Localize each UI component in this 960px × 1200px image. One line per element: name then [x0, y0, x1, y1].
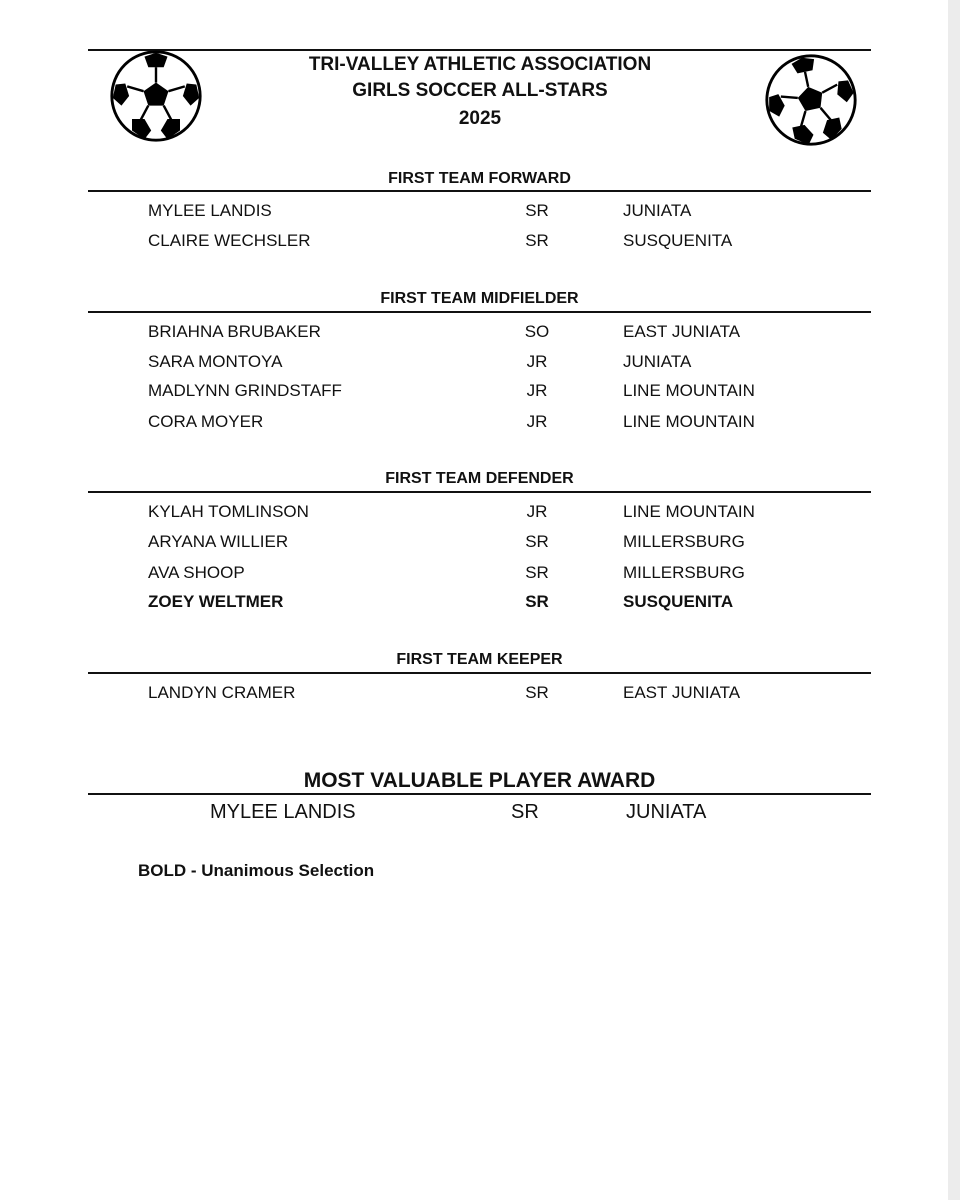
player-grade: SO: [524, 322, 550, 341]
player-name: LANDYN CRAMER: [148, 683, 296, 702]
player-school: LINE MOUNTAIN: [623, 502, 755, 521]
mvp-title: MOST VALUABLE PLAYER AWARD: [303, 769, 656, 792]
player-name: MADLYNN GRINDSTAFF: [148, 381, 342, 400]
mvp-grade: SR: [511, 801, 539, 823]
player-row: [0, 229, 960, 253]
player-school: JUNIATA: [623, 201, 692, 220]
year-title: 2025: [458, 108, 502, 129]
player-school: SUSQUENITA: [623, 592, 734, 611]
player-row: [0, 410, 960, 434]
player-grade: SR: [525, 231, 549, 250]
player-name: MYLEE LANDIS: [148, 201, 272, 220]
mvp-rule: [88, 793, 871, 795]
section-title-defender: FIRST TEAM DEFENDER: [385, 470, 574, 487]
player-name: BRIAHNA BRUBAKER: [148, 322, 321, 341]
player-grade: SR: [525, 532, 549, 551]
section-rule: [88, 190, 871, 192]
player-school: MILLERSBURG: [623, 563, 745, 582]
player-row: [0, 561, 960, 585]
player-name: CLAIRE WECHSLER: [148, 231, 311, 250]
player-grade: JR: [526, 381, 548, 400]
player-school: JUNIATA: [623, 352, 692, 371]
section-rule: [88, 491, 871, 493]
section-title-forward: FIRST TEAM FORWARD: [388, 170, 571, 187]
mvp-row: [0, 798, 960, 826]
player-grade: JR: [526, 502, 548, 521]
player-school: EAST JUNIATA: [623, 322, 741, 341]
player-row-unanimous: [0, 590, 960, 614]
player-name: ARYANA WILLIER: [148, 532, 289, 551]
player-row: [0, 199, 960, 223]
player-grade: SR: [525, 201, 549, 220]
section-rule: [88, 311, 871, 313]
player-grade: SR: [525, 592, 549, 611]
player-row: [0, 379, 960, 403]
player-grade: SR: [525, 563, 549, 582]
mvp-school: JUNIATA: [626, 801, 707, 823]
player-grade: SR: [525, 683, 549, 702]
player-row: [0, 350, 960, 374]
player-name: CORA MOYER: [148, 412, 264, 431]
player-row: [0, 500, 960, 524]
top-rule: [88, 49, 871, 51]
player-school: LINE MOUNTAIN: [623, 412, 755, 431]
player-school: EAST JUNIATA: [623, 683, 741, 702]
player-school: LINE MOUNTAIN: [623, 381, 755, 400]
association-title: TRI-VALLEY ATHLETIC ASSOCIATION: [308, 54, 652, 75]
player-name: KYLAH TOMLINSON: [148, 502, 309, 521]
mvp-name: MYLEE LANDIS: [210, 801, 356, 823]
footnote: BOLD - Unanimous Selection: [138, 861, 375, 880]
player-name: SARA MONTOYA: [148, 352, 283, 371]
player-name: AVA SHOOP: [148, 563, 245, 582]
player-grade: JR: [526, 412, 548, 431]
player-name: ZOEY WELTMER: [148, 592, 284, 611]
event-title: GIRLS SOCCER ALL-STARS: [352, 80, 608, 101]
player-row: [0, 320, 960, 344]
section-title-midfielder: FIRST TEAM MIDFIELDER: [380, 290, 579, 307]
section-rule: [88, 672, 871, 674]
player-grade: JR: [526, 352, 548, 371]
player-school: SUSQUENITA: [623, 231, 733, 250]
player-row: [0, 681, 960, 705]
section-title-keeper: FIRST TEAM KEEPER: [396, 651, 563, 668]
player-row: [0, 530, 960, 554]
player-school: MILLERSBURG: [623, 532, 745, 551]
